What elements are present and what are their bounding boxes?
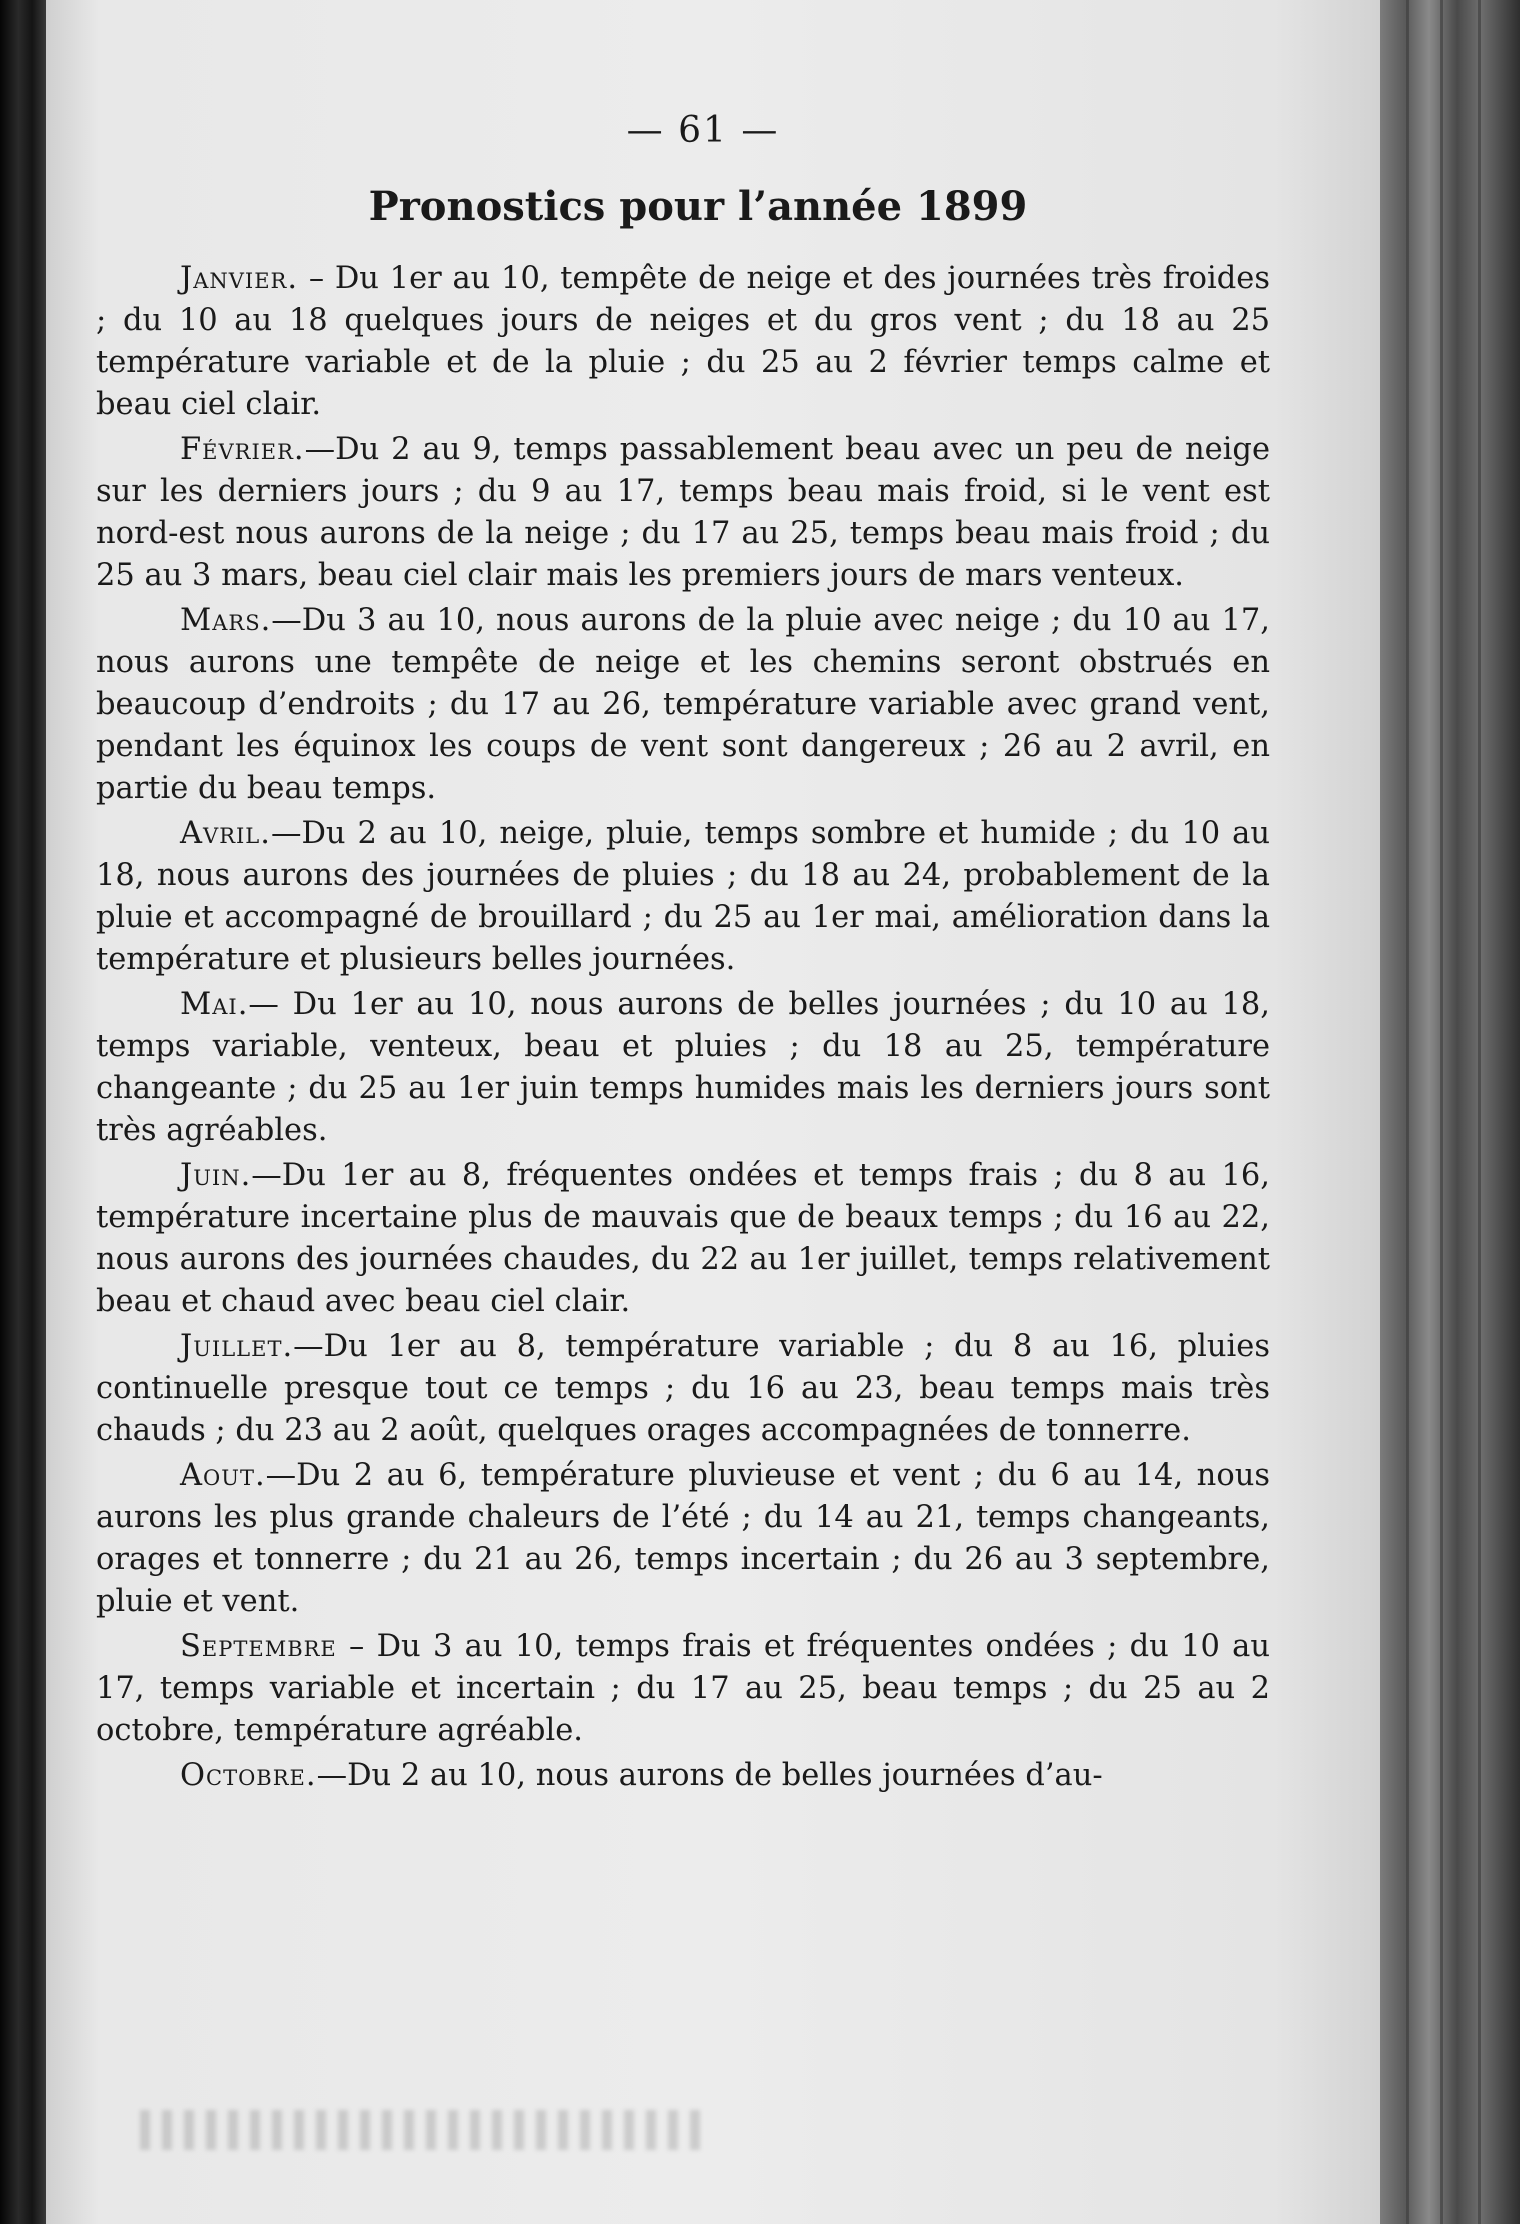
entry-aout <box>96 1455 1270 1623</box>
entry-juin <box>96 1155 1270 1323</box>
binding-spine <box>0 0 46 2224</box>
entry-juillet <box>96 1326 1270 1452</box>
page-content <box>96 110 1270 1800</box>
entry-text: — Du 1er au 10, nous aurons de belles journées ; du 10 au 18, temps variable, venteux, beau et pluies ; du 18 au 25, température changeante ; du 25 au 1er juin temps humides mais les derniers jours sont très agréables. <box>96 987 1270 1148</box>
page-title: Pronostics pour l’année 1899 <box>368 183 1028 230</box>
entry-text: —Du 2 au 9, temps passablement beau avec un peu de neige sur les derniers jours ; du 9 au 17, temps beau mais froid, si le vent est nord-est nous aurons de la neige ; du 17 au 25, temps beau mais froid ; du 25 au 3 mars, beau ciel clair mais les premiers jours de mars venteux. <box>96 432 1270 593</box>
month-label: Mars. <box>180 603 272 638</box>
entry-avril <box>96 813 1270 981</box>
month-label: Mai. <box>180 987 249 1022</box>
entry-text: —Du 3 au 10, nous aurons de la pluie avec neige ; du 10 au 17, nous aurons une tempête de neige et les chemins seront obstrués en beaucoup d’endroits ; du 17 au 26, température variable avec grand vent, pendant les équinox les coups de vent sont dangereux ; 26 au 2 avril, en partie du beau temps. <box>96 603 1270 806</box>
month-label: Février. <box>180 432 305 467</box>
entry-text: —Du 2 au 6, température pluvieuse et vent ; du 6 au 14, nous aurons les plus grande chaleurs de l’été ; du 14 au 21, temps changeants, orages et tonnerre ; du 21 au 26, temps incertain ; du 26 au 3 septembre, pluie et vent. <box>96 1458 1270 1619</box>
month-label: Juillet. <box>180 1329 294 1364</box>
entry-text: – Du 1er au 10, tempête de neige et des journées très froides ; du 10 au 18 quelques jours de neiges et du gros vent ; du 18 au 25 température variable et de la pluie ; du 25 au 2 février temps calme et beau ciel clair. <box>96 261 1270 422</box>
ink-bleed-smudge <box>140 2110 700 2150</box>
page-edge-stack <box>1380 0 1520 2224</box>
page-edge-line <box>1406 0 1409 2224</box>
entry-janvier <box>96 258 1270 426</box>
month-label: Octobre. <box>180 1758 317 1793</box>
entry-fevrier <box>96 429 1270 597</box>
entry-octobre <box>96 1755 1270 1797</box>
page-edge-line <box>1440 0 1443 2224</box>
entry-septembre <box>96 1626 1270 1752</box>
entry-text: —Du 2 au 10, nous aurons de belles journées d’au- <box>316 1758 1103 1793</box>
entry-text: —Du 1er au 8, fréquentes ondées et temps frais ; du 8 au 16, température incertaine plus de mauvais que de beaux temps ; du 16 au 22, nous aurons des journées chaudes, du 22 au 1er juillet, temps relativement beau et chaud avec beau ciel clair. <box>96 1158 1270 1319</box>
month-label: Avril. <box>180 816 271 851</box>
entry-text: —Du 2 au 10, neige, pluie, temps sombre et humide ; du 10 au 18, nous aurons des journées de pluies ; du 18 au 24, probablement de la pluie et accompagné de brouillard ; du 25 au 1er mai, amélioration dans la température et plusieurs belles journées. <box>96 816 1270 977</box>
month-label: Septembre <box>180 1629 337 1664</box>
entry-mai <box>96 984 1270 1152</box>
page-number: — 61 — <box>626 110 780 151</box>
entry-text: – Du 3 au 10, temps frais et fréquentes ondées ; du 10 au 17, temps variable et incertain ; du 17 au 25, beau temps ; du 25 au 2 octobre, température agréable. <box>96 1629 1270 1748</box>
month-label: Aout. <box>180 1458 266 1493</box>
month-label: Juin. <box>180 1158 252 1193</box>
entry-text: —Du 1er au 8, température variable ; du 8 au 16, pluies continuelle presque tout ce temps ; du 16 au 23, beau temps mais très chauds ; du 23 au 2 août, quelques orages accompagnées de tonnerre. <box>96 1329 1270 1448</box>
entry-mars <box>96 600 1270 810</box>
page-edge-line <box>1478 0 1481 2224</box>
month-label: Janvier. <box>180 261 299 296</box>
